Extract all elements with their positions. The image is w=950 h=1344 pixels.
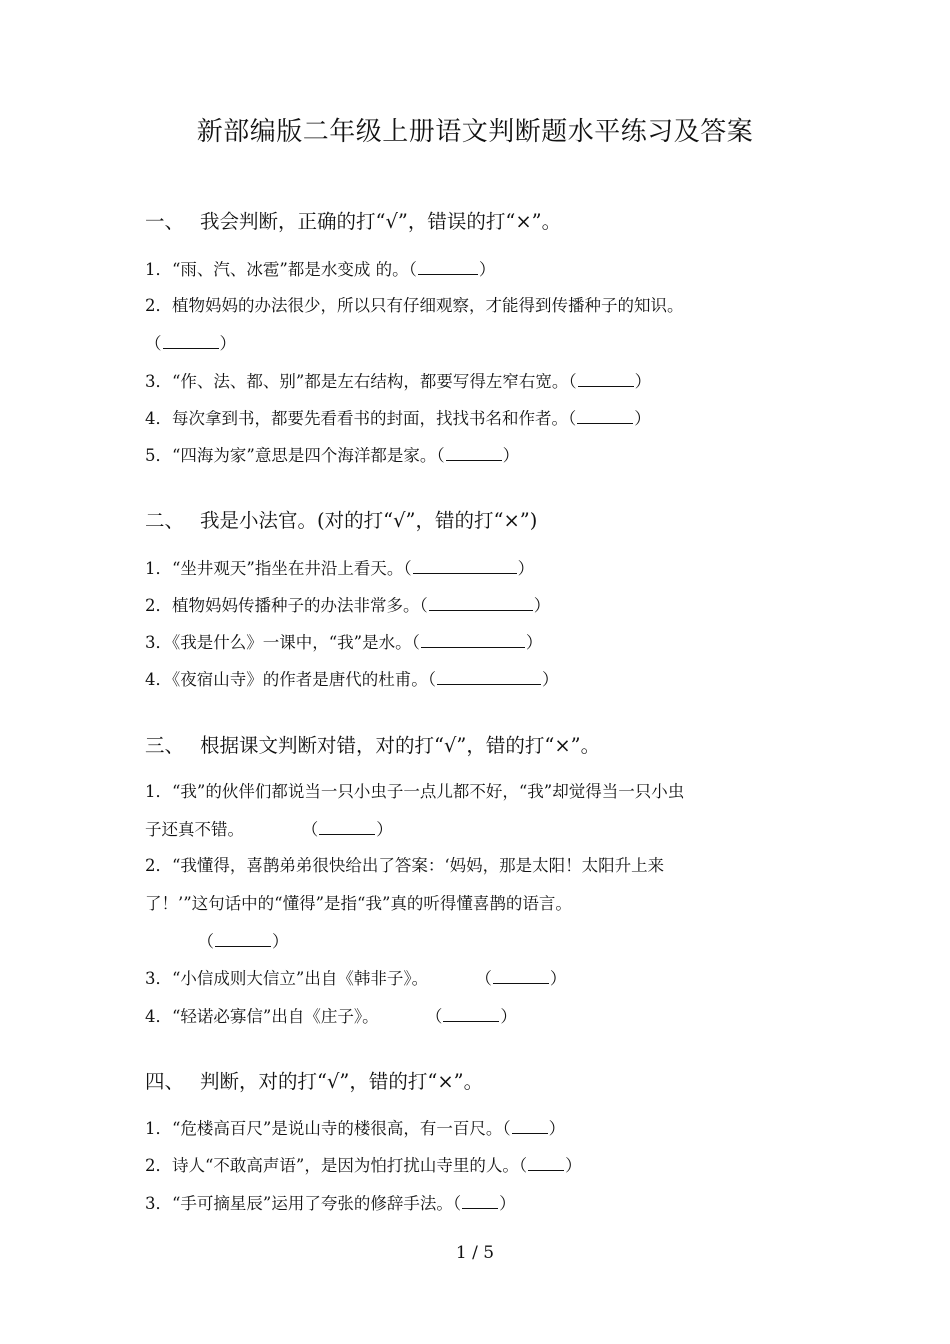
answer-blank[interactable]: [429, 592, 533, 611]
question-text: 子还真不错。 （: [145, 820, 319, 839]
question-text: 2．植物妈妈传播种子的办法非常多。（: [145, 596, 428, 615]
question-text: 了！’”这句话中的“懂得”是指“我”真的听得懂喜鹊的语言。: [145, 894, 572, 913]
section-heading: [145, 1067, 483, 1097]
question-line: [145, 293, 684, 319]
question-line: [145, 853, 664, 879]
question-line: [145, 1115, 565, 1142]
question-line: [145, 779, 684, 805]
question-text: （: [145, 932, 214, 951]
section-number: 二、: [145, 509, 185, 532]
question-line: [145, 629, 542, 656]
section-number: 四、: [145, 1070, 185, 1093]
answer-blank[interactable]: [528, 1152, 564, 1171]
question-text: 2．“我懂得，喜鹊弟弟很快给出了答案：‘妈妈，那是太阳！太阳升上来: [145, 856, 665, 875]
question-line: [145, 368, 651, 395]
answer-blank[interactable]: [163, 330, 219, 349]
page-number: 1 / 5: [455, 1243, 495, 1263]
question-line: [145, 891, 572, 917]
section-title: 我是小法官。(对的打“√”，错的打“×”): [200, 509, 538, 532]
answer-blank[interactable]: [437, 666, 541, 685]
paren-close: ）: [549, 969, 567, 988]
paren-close: ）: [500, 1007, 517, 1026]
question-text: 1．“坐井观天”指坐在井沿上看天。（: [145, 559, 412, 578]
question-text: 1．“我”的伙伴们都说当一只小虫子一点儿都不好，“我”却觉得当一只小虫: [145, 782, 685, 801]
question-line: [145, 1003, 517, 1030]
section-number: 一、: [145, 210, 185, 233]
answer-blank[interactable]: [215, 928, 271, 947]
section-title: 判断，对的打“√”，错的打“×”。: [200, 1070, 484, 1093]
question-line: [145, 592, 550, 619]
question-text: 3．《我是什么》一课中，“我”是水。（: [145, 633, 420, 652]
section-heading: [145, 731, 600, 761]
question-line: [145, 965, 566, 992]
paren-close: ）: [634, 372, 652, 391]
paren-close: ）: [478, 260, 496, 279]
question-text: 4．“轻诺必寡信”出自《庄子》。 （: [145, 1007, 443, 1026]
answer-blank[interactable]: [577, 405, 633, 424]
question-text: 3．“作、法、都、别”都是左右结构，都要写得左窄右宽。（: [145, 372, 577, 391]
paren-close: ）: [271, 932, 289, 951]
answer-blank[interactable]: [493, 965, 549, 984]
paren-close: ）: [533, 596, 551, 615]
paren-close: ）: [219, 334, 236, 353]
paren-close: ）: [634, 409, 651, 428]
answer-blank[interactable]: [421, 629, 525, 648]
question-line: [145, 666, 559, 693]
section-heading: [145, 207, 561, 237]
question-text: 4．《夜宿山寺》的作者是唐代的杜甫。（: [145, 670, 436, 689]
question-text: 1．“危楼高百尺”是说山寺的楼很高，有一百尺。（: [145, 1119, 511, 1138]
paren-close: ）: [548, 1119, 566, 1138]
question-line: [145, 816, 393, 843]
question-text: 3．“手可摘星辰”运用了夸张的修辞手法。（: [145, 1194, 462, 1213]
paren-close: ）: [525, 633, 543, 652]
section-title: 根据课文判断对错，对的打“√”，错的打“×”。: [200, 734, 601, 757]
question-text: 5．“四海为家”意思是四个海洋都是家。（: [145, 446, 445, 465]
answer-blank[interactable]: [462, 1190, 498, 1209]
answer-blank[interactable]: [319, 816, 375, 835]
question-text: 4．每次拿到书，都要先看看书的封面，找找书名和作者。（: [145, 409, 577, 428]
question-text: （: [145, 334, 162, 353]
question-line: [145, 928, 288, 955]
question-line: [145, 330, 236, 357]
question-text: 3．“小信成则大信立”出自《韩非子》。 （: [145, 969, 492, 988]
page-title: 新部编版二年级上册语文判断题水平练习及答案: [196, 117, 754, 147]
paren-close: ）: [499, 1194, 516, 1213]
question-line: [145, 405, 651, 432]
question-line: [145, 442, 519, 469]
question-text: 2．植物妈妈的办法很少，所以只有仔细观察，才能得到传播种子的知识。: [145, 296, 684, 315]
answer-blank[interactable]: [446, 442, 502, 461]
paren-close: ）: [542, 670, 559, 689]
question-text: 2．诗人“不敢高声语”，是因为怕打扰山寺里的人。（: [145, 1156, 528, 1175]
answer-blank[interactable]: [418, 256, 478, 275]
question-text: 1．“雨、汽、冰雹”都是水变成 的。（: [145, 260, 417, 279]
section-title: 我会判断，正确的打“√”，错误的打“×”。: [200, 210, 562, 233]
answer-blank[interactable]: [512, 1115, 548, 1134]
question-line: [145, 555, 534, 582]
paren-close: ）: [565, 1156, 582, 1175]
question-line: [145, 1152, 582, 1179]
answer-blank[interactable]: [578, 368, 634, 387]
question-line: [145, 1190, 516, 1217]
paren-close: ）: [376, 820, 393, 839]
section-heading: [145, 506, 537, 536]
paren-close: ）: [517, 559, 535, 578]
answer-blank[interactable]: [443, 1003, 499, 1022]
section-number: 三、: [145, 734, 185, 757]
answer-blank[interactable]: [413, 555, 517, 574]
question-line: [145, 256, 495, 283]
paren-close: ）: [502, 446, 520, 465]
